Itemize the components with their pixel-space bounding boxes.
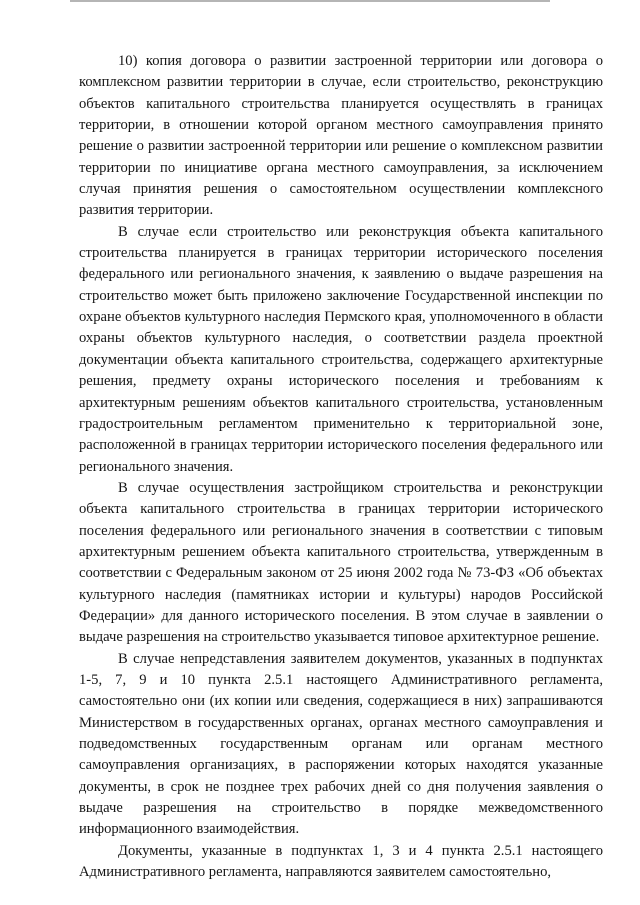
paragraph-interagency-request: В случае непредставления заявителем документов, указанных в подпунктах 1-5, 7, 9 и 10 пункта 2.5.1 настоящего Административного регламента, самостоятельно они (их копии или сведения, содержащиеся в них) запрашиваются Министерством в государственных органах, органах местного самоуправления и подведомственных государственным органам или органам местного самоуправления организациях, в распоряжении которых находятся указанные документы, в срок не позднее трех рабочих дней со дня получения заявления о выдаче разрешения на строительство в порядке межведомственного информационного взаимодействия. — [79, 650, 603, 838]
paragraph-applicant-documents: Документы, указанные в подпунктах 1, 3 и 4 пункта 2.5.1 настоящего Административного регламента, направляются заявителем самостоятельно, — [79, 842, 603, 881]
scan-top-edge — [70, 0, 550, 2]
paragraph-item-10: 10) копия договора о развитии застроенной территории или договора о комплексном развитии территории в случае, если строительство, реконструкцию объектов капитального строительства планируется осуществлять в границах территории, в отношении которой органом местного самоуправления принято решение о развитии застроенной территории или решение о комплексном развитии территории по инициативе органа местного самоуправления, за исключением случая принятия решения о самостоятельном осуществлении комплексного развития территории. — [79, 53, 603, 219]
document-body — [79, 51, 603, 883]
paragraph-historic-settlement: В случае если строительство или реконструкция объекта капитального строительства планируется в границах территории исторического поселения федерального или регионального значения, к заявлению о выдаче разрешения на строительство может быть приложено заключение Государственной инспекции по охране объектов культурного наследия Пермского края, уполномоченного в области охраны объектов культурного наследия, о соответствии раздела проектной документации объекта капитального строительства, содержащего архитектурные решения, предмету охраны исторического поселения и требованиям к архитектурным решениям объектов капитального строительства, установленным градостроительным регламентом применительно к территориальной зоне, расположенной в границах территории исторического поселения федерального или регионального значения. — [79, 223, 603, 475]
paragraph-typical-architectural-solution: В случае осуществления застройщиком строительства и реконструкции объекта капитального строительства в границах территории исторического поселения федерального или регионального значения в соответствии с типовым архитектурным решением объекта капитального строительства, утвержденным в соответствии с Федеральным законом от 25 июня 2002 года № 73-ФЗ «Об объектах культурного наследия (памятниках истории и культуры) народов Российской Федерации» для данного исторического поселения. В этом случае в заявлении о выдаче разрешения на строительство указывается типовое архитектурное решение. — [79, 479, 603, 646]
